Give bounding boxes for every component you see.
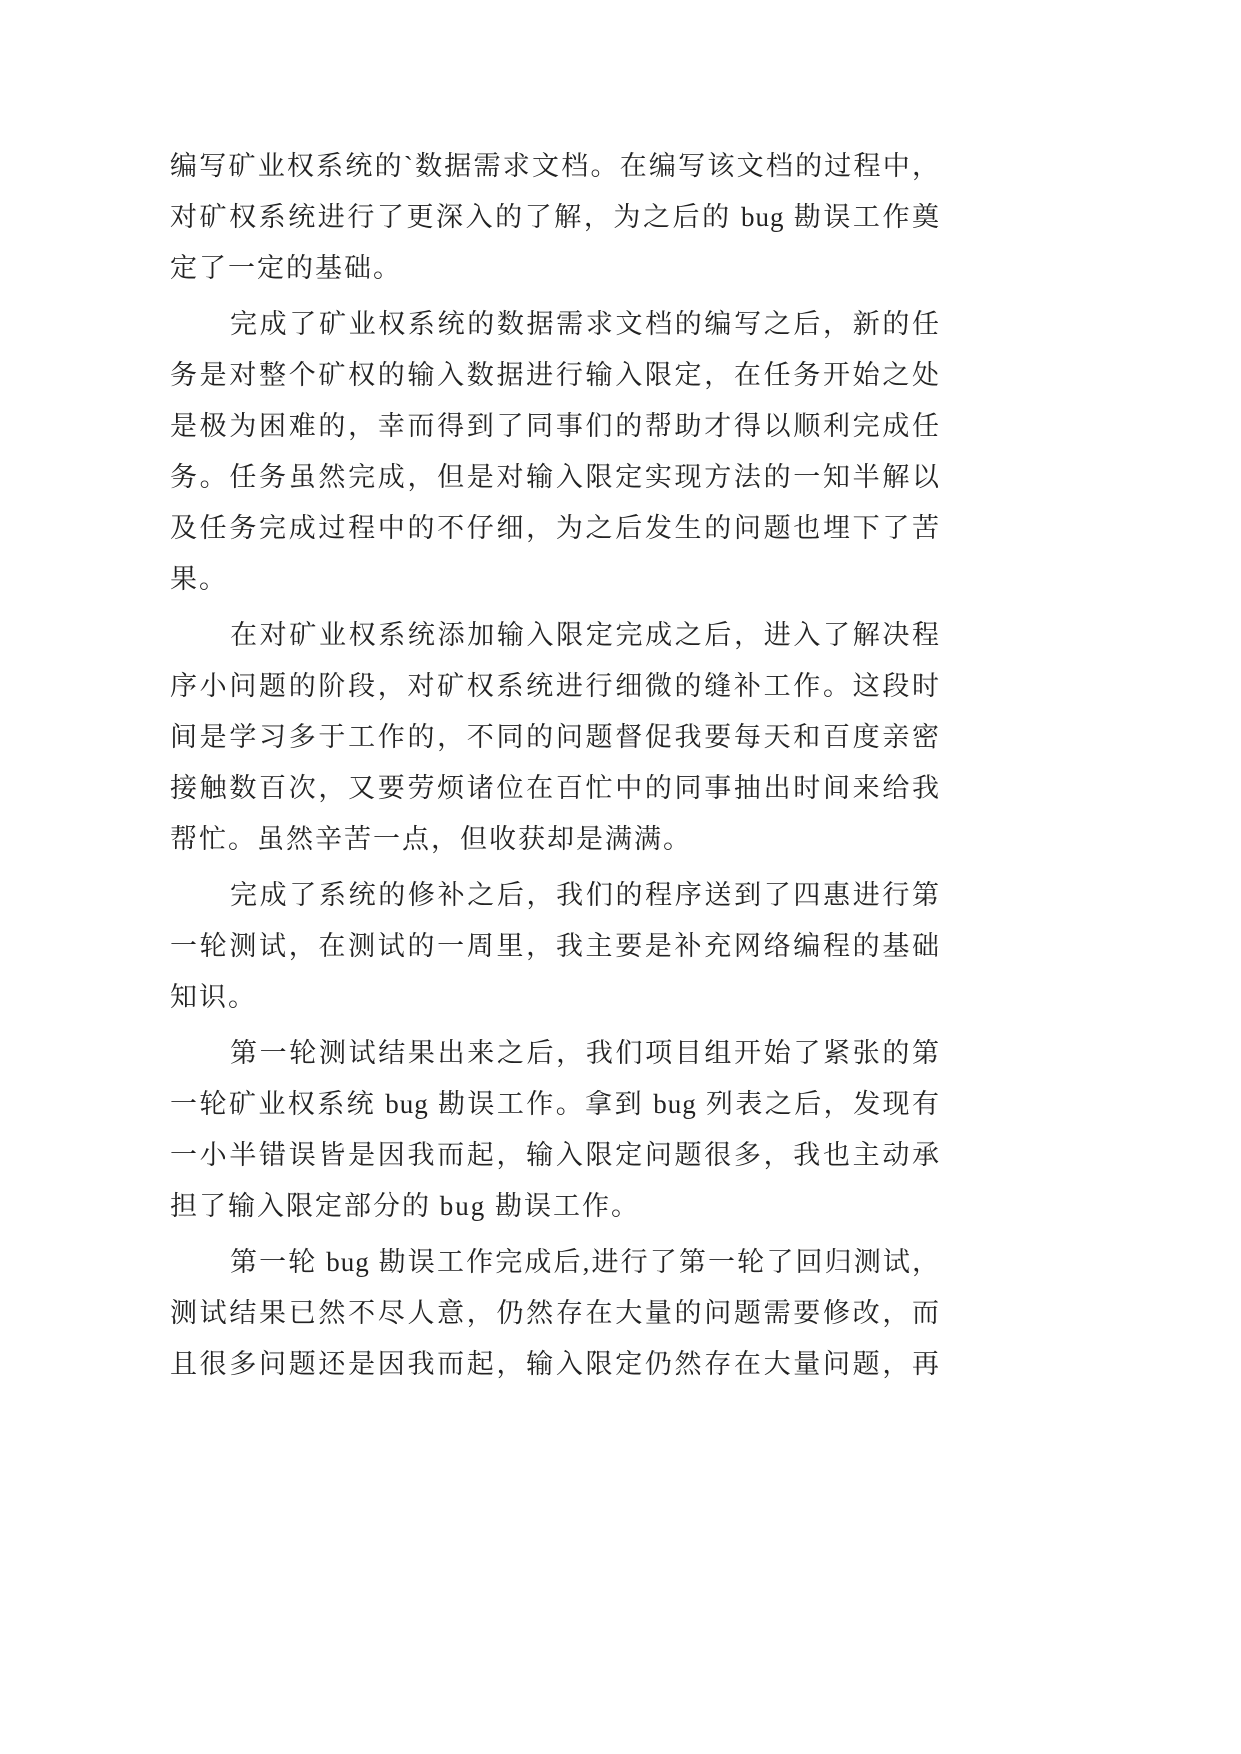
text-line: 帮忙。虽然辛苦一点，但收获却是满满。: [170, 824, 692, 854]
paragraph: [170, 870, 940, 1023]
text-line: 第一轮 bug 勘误工作完成后,进行了第一轮了回归测试，: [230, 1247, 940, 1277]
text-line: 是极为困难的，幸而得到了同事们的帮助才得以顺利完成任: [170, 411, 940, 441]
text-line: 对矿权系统进行了更深入的了解，为之后的 bug 勘误工作奠: [170, 202, 940, 232]
text-line: 第一轮测试结果出来之后，我们项目组开始了紧张的第: [230, 1038, 940, 1068]
text-line: 及任务完成过程中的不仔细，为之后发生的问题也埋下了苦: [170, 513, 940, 543]
text-line: 知识。: [170, 982, 257, 1012]
text-line: 在对矿业权系统添加输入限定完成之后，进入了解决程: [230, 620, 940, 650]
text-line: 测试结果已然不尽人意，仍然存在大量的问题需要修改，而: [170, 1298, 940, 1328]
paragraph: [170, 610, 940, 865]
text-line: 果。: [170, 564, 228, 594]
text-line: 担了输入限定部分的 bug 勘误工作。: [170, 1191, 640, 1221]
text-line: 务是对整个矿权的输入数据进行输入限定，在任务开始之处: [170, 360, 940, 390]
text-line: 完成了矿业权系统的数据需求文档的编写之后，新的任: [230, 309, 940, 339]
text-line: 一轮矿业权系统 bug 勘误工作。拿到 bug 列表之后，发现有: [170, 1089, 940, 1119]
text-line: 一小半错误皆是因我而起，输入限定问题很多，我也主动承: [170, 1140, 940, 1170]
text-line: 完成了系统的修补之后，我们的程序送到了四惠进行第: [230, 880, 940, 910]
text-line: 务。任务虽然完成，但是对输入限定实现方法的一知半解以: [170, 462, 940, 492]
paragraph: [170, 141, 940, 294]
text-line: 一轮测试，在测试的一周里，我主要是补充网络编程的基础: [170, 931, 940, 961]
text-line: 接触数百次，又要劳烦诸位在百忙中的同事抽出时间来给我: [170, 773, 940, 803]
text-line: 间是学习多于工作的，不同的问题督促我要每天和百度亲密: [170, 722, 940, 752]
paragraph: [170, 299, 940, 605]
text-line: 定了一定的基础。: [170, 253, 402, 283]
text-line: 编写矿业权系统的`数据需求文档。在编写该文档的过程中，: [170, 151, 940, 181]
text-line: 且很多问题还是因我而起，输入限定仍然存在大量问题，再: [170, 1349, 940, 1379]
paragraph: [170, 1237, 940, 1390]
text-line: 序小问题的阶段，对矿权系统进行细微的缝补工作。这段时: [170, 671, 940, 701]
paragraph: [170, 1028, 940, 1232]
document-body: [170, 141, 940, 1390]
